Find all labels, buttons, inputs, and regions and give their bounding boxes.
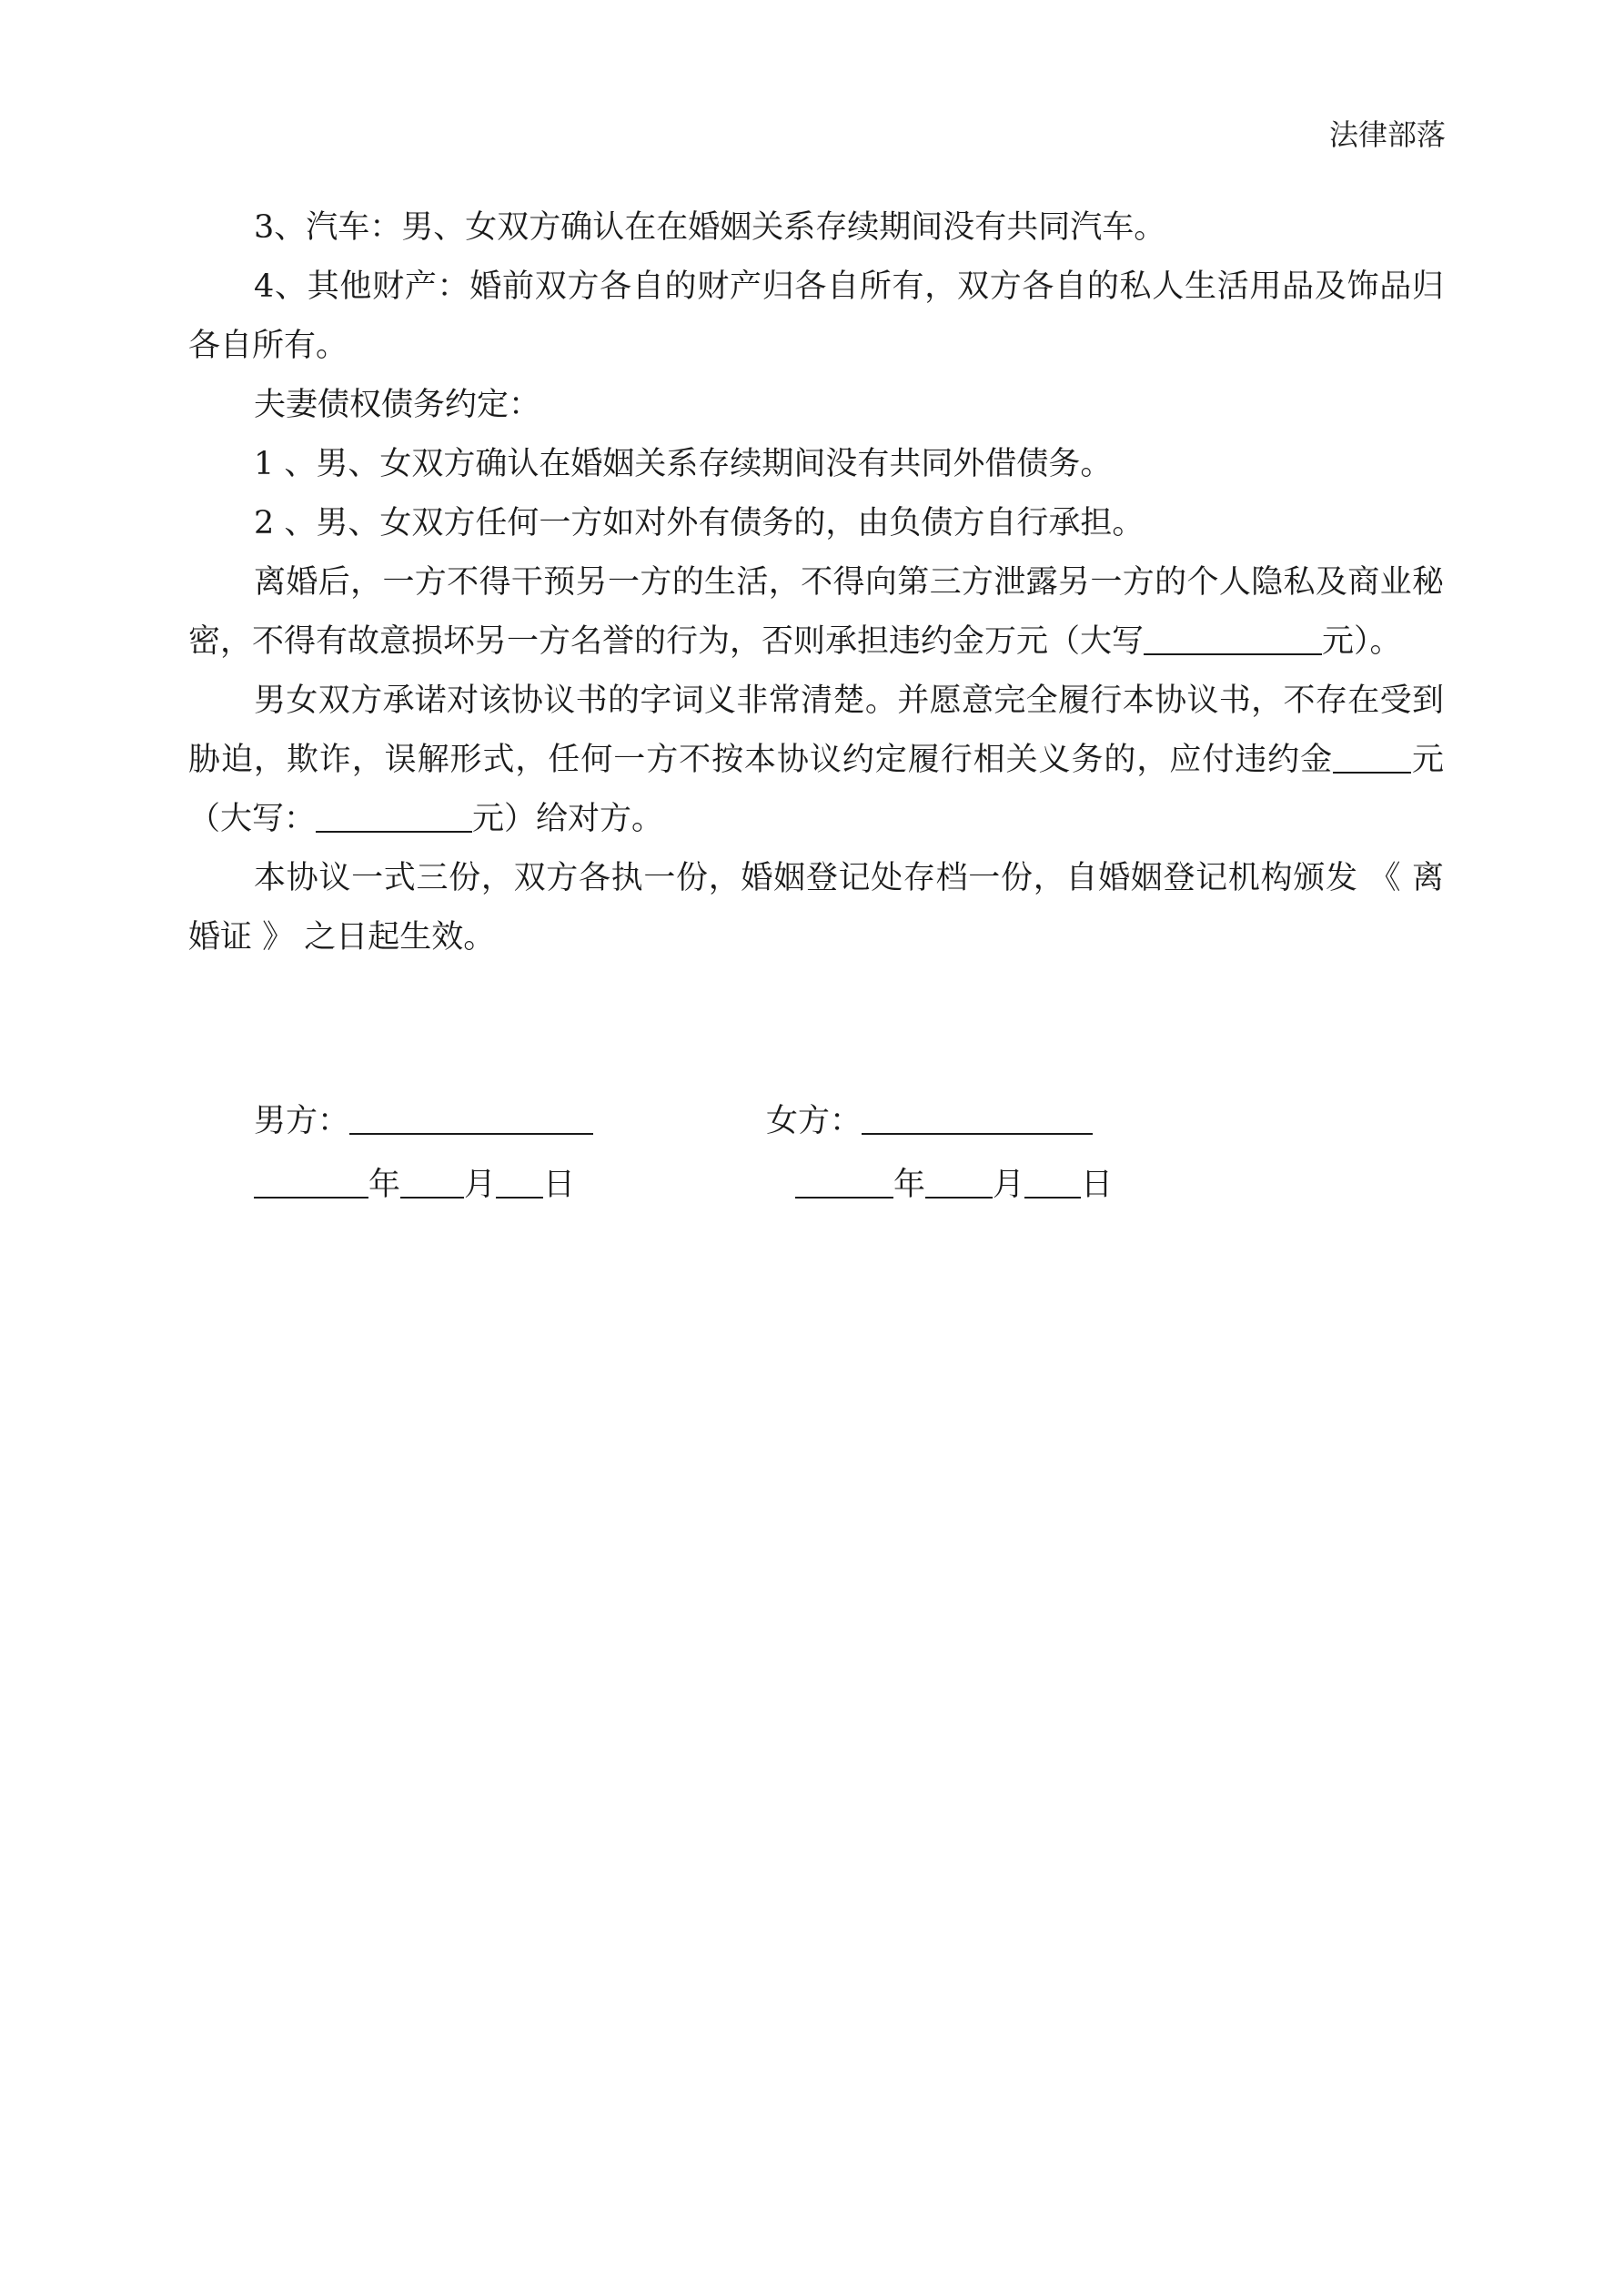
male-label: 男方： [254,1102,350,1139]
male-signature [254,1101,593,1139]
male-month-label: 月 [464,1166,497,1203]
female-label: 女方： [766,1102,862,1139]
male-signature-blank[interactable] [349,1101,593,1135]
male-day-label: 日 [543,1166,576,1203]
female-signature [766,1101,1093,1139]
header-watermark-text: 法律部落 [1328,117,1446,152]
female-day-blank[interactable] [1024,1165,1081,1199]
paragraph-debt-2: 2 、男、女双方任何一方如对外有债务的，由负债方自行承担。 [254,505,1145,541]
male-year-label: 年 [368,1166,401,1203]
female-year-label: 年 [893,1166,926,1203]
male-year-blank[interactable] [254,1165,368,1199]
paragraph-privacy [188,553,1444,672]
female-day-label: 日 [1081,1166,1114,1203]
male-month-blank[interactable] [400,1165,464,1199]
commitment-text-before: 男女双方承诺对该协议书的字词义非常清楚。并愿意完全履行本协议书，不存在受到胁迫，欺诈，误解形式，任何一方不按本协议约定履行相关义务的，应付违约金 [188,683,1444,778]
penalty-words-blank [316,799,472,833]
privacy-text-before: 离婚后，一方不得干预另一方的生活，不得向第三方泄露另一方的个人隐私及商业秘密，不得有故意损坏另一方名誉的行为，否则承担违约金万元（大写 [188,564,1444,660]
male-date [254,1165,575,1203]
paragraph-commitment [188,672,1444,849]
paragraph-other-property: 4、其他财产：婚前双方各自的财产归各自所有，双方各自的私人生活用品及饰品归各自所有。 [188,268,1444,364]
female-date [795,1165,1113,1203]
female-month-label: 月 [993,1166,1025,1203]
paragraph-debt-1: 1 、男、女双方确认在婚姻关系存续期间没有共同外借债务。 [254,446,1113,482]
paragraph-car: 3、汽车：男、女双方确认在在婚姻关系存续期间没有共同汽车。 [254,209,1166,246]
agreement-body [188,198,1444,967]
privacy-amount-blank [1144,622,1322,655]
female-signature-blank[interactable] [862,1101,1093,1135]
commitment-text-middle: 元（大写： [188,742,1444,837]
penalty-amount-blank [1333,740,1411,774]
female-year-blank[interactable] [795,1165,893,1199]
female-month-blank[interactable] [925,1165,993,1199]
male-day-blank[interactable] [496,1165,543,1199]
privacy-text-after: 元）。 [1322,623,1402,660]
paragraph-copies: 本协议一式三份，双方各执一份，婚姻登记处存档一份，自婚姻登记机构颁发 《 离婚证 》 之日起生效。 [188,860,1444,956]
commitment-text-after: 元）给对方。 [472,801,664,837]
paragraph-debt-heading: 夫妻债权债务约定： [254,387,541,423]
